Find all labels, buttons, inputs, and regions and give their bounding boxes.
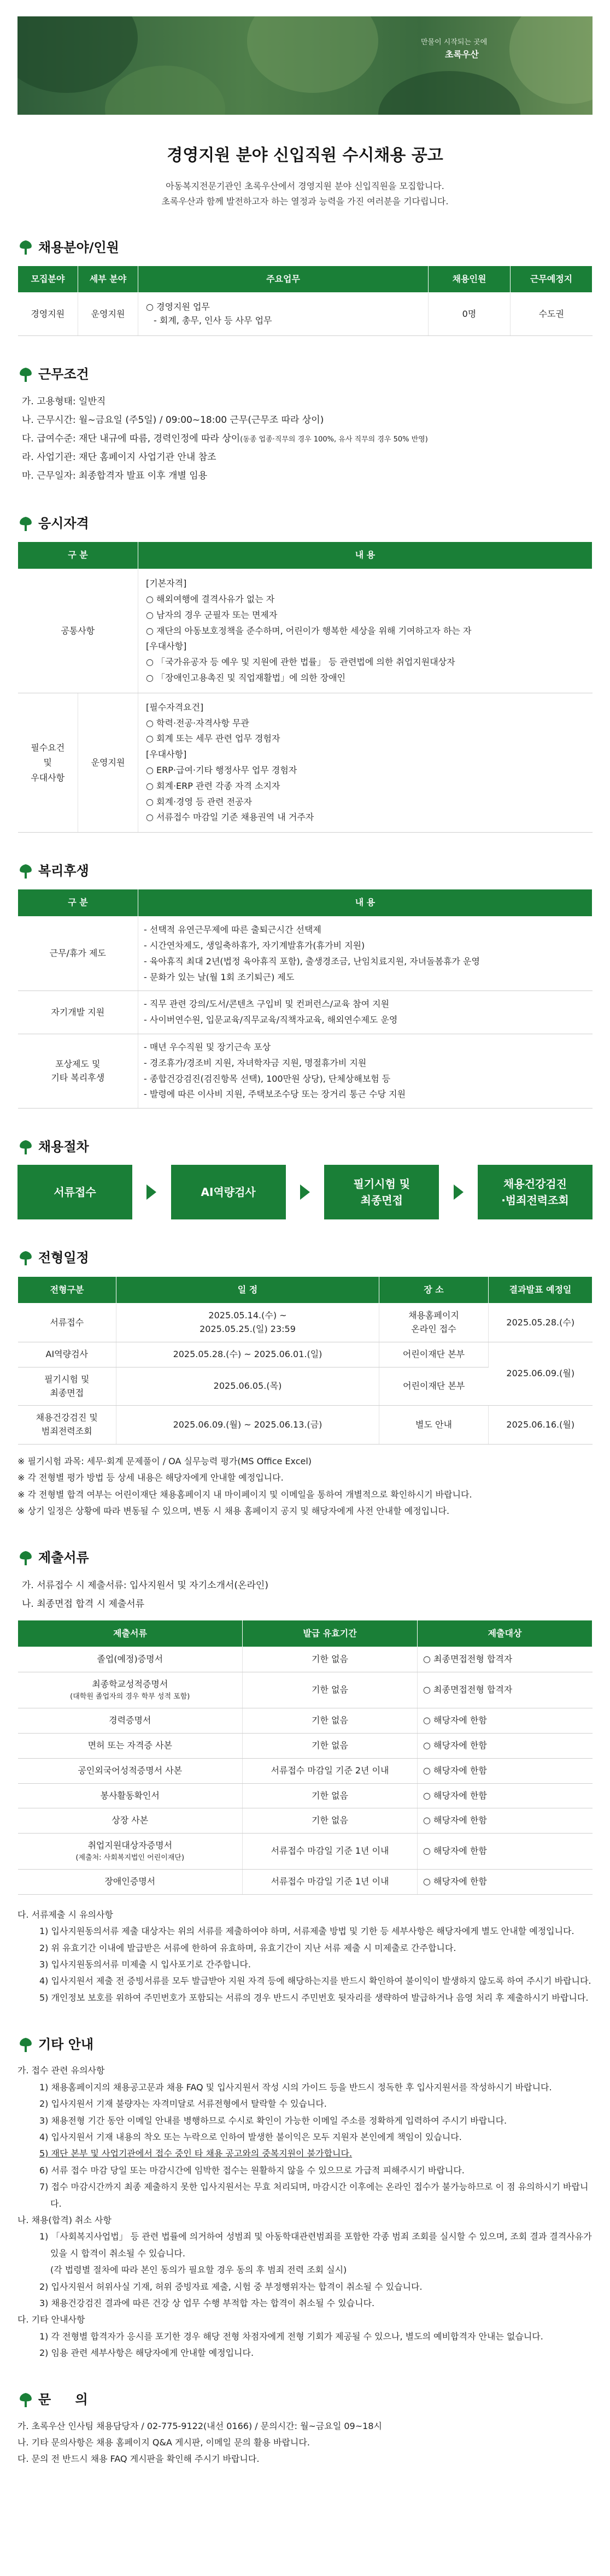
qual-line: ○ 회계·경영 등 관련 전공자 (146, 796, 252, 807)
list-item: 라. 사업기관: 재단 홈페이지 사업기관 안내 참조 (22, 452, 216, 463)
intro-line: 초록우산과 함께 발전하고자 하는 열정과 능력을 가진 여러분을 기다립니다. (161, 196, 449, 207)
note-line: ※ 각 전형별 합격 여부는 어린이재단 채용홈페이지 내 마이페이지 및 이메일을 통하여 개별적으로 확인하시기 바랍니다. (17, 1489, 472, 1500)
section-contact (17, 2390, 593, 2467)
process-step: 채용건강검진 ·범죄전력조회 (478, 1165, 593, 1219)
conditions-list (17, 392, 593, 485)
duty-line: - 회계, 총무, 인사 등 사무 업무 (154, 315, 272, 326)
qual-line: ○ 남자의 경우 군필자 또는 면제자 (146, 609, 278, 620)
doc-name: 장애인증명서 (104, 1876, 156, 1887)
tree-icon (17, 1139, 34, 1156)
section-title: 제출서류 (38, 1550, 89, 1566)
cell-result: 2025.05.28.(수) (489, 1304, 593, 1342)
qual-line: [우대사항] (146, 749, 187, 760)
table-row (18, 1870, 593, 1895)
tree-icon (17, 516, 34, 532)
arrow-right-icon (454, 1184, 464, 1200)
list-item: 5) 재단 본부 및 사업기관에서 접수 중인 타 채용 공고와의 중복지원이 불가합니다. (39, 2148, 353, 2159)
benefit-line: - 선택적 유연근무제에 따른 출퇴근시간 선택제 (144, 924, 321, 935)
list-item: 나. 근무시간: 월~금요일 (주5일) / 09:00~18:00 근무(근무조 따라 상이) (22, 415, 324, 426)
th-detail: 세부 분야 (78, 266, 138, 293)
cell-date: 2025.06.09.(월) ~ 2025.06.13.(금) (116, 1406, 379, 1445)
section-qualifications (17, 514, 593, 833)
doc-sub: (제출처: 사회복지법인 어린이재단) (75, 1853, 185, 1862)
etc-list (17, 2062, 593, 2361)
cell-benefit-label: 포상제도 및 기타 복리후생 (18, 1034, 138, 1108)
list-item: 다. 문의 전 반드시 채용 FAQ 게시판을 확인해 주시기 바랍니다. (17, 2454, 260, 2465)
qual-line: ○ ERP·급여·기타 행정사무 업무 경험자 (146, 765, 297, 776)
list-item: 1) 채용홈페이지의 채용공고문과 채용 FAQ 및 입사지원서 작성 시의 가이드 등을 반드시 정독한 후 입사지원서를 작성하시기 바랍니다. (39, 2082, 552, 2092)
cell-place: 어린이재단 본부 (379, 1367, 489, 1406)
doc-name: 졸업(예정)증명서 (97, 1654, 163, 1665)
cell-target: ○ 해당자에 한함 (418, 1733, 593, 1758)
cell-stage: AI역량검사 (18, 1342, 116, 1367)
qual-line: ○ 회계 또는 세무 관련 업무 경험자 (146, 733, 280, 744)
process-step: 서류접수 (17, 1165, 132, 1219)
tree-icon (17, 2392, 34, 2408)
schedule-table (17, 1276, 593, 1445)
cell-benefit-items (138, 917, 593, 991)
th-doc: 제출서류 (18, 1620, 243, 1647)
table-row (18, 1647, 593, 1672)
section-process (17, 1137, 593, 1219)
cell-date: 2025.06.05.(목) (116, 1367, 379, 1406)
qual-line: ○ 회계·ERP 관련 각종 자격 소지자 (146, 780, 280, 791)
benefit-line: - 육아휴직 최대 2년(법정 육아휴직 포함), 출생경조금, 난임치료지원, 자녀돌봄휴가 운영 (144, 956, 480, 966)
table-row (18, 569, 593, 693)
doc-name: 상장 사본 (112, 1815, 149, 1826)
tree-icon (17, 239, 34, 256)
intro-text (17, 179, 593, 209)
arrow-right-icon (146, 1184, 156, 1200)
section-heading (17, 1248, 593, 1268)
table-row (18, 1406, 593, 1445)
list-heading: 다. 서류제출 시 유의사항 (17, 1909, 113, 1920)
section-title: 전형일정 (38, 1250, 89, 1266)
list-item: 5) 개인정보 보호를 위하여 주민번호가 포함되는 서류의 경우 반드시 주민번호 뒷자리를 생략하여 발급하거나 음영 처리 후 제출하시기 바랍니다. (39, 1992, 589, 2003)
list-item: 1) 「사회복지사업법」 등 관련 법률에 의거하여 성범죄 및 아동학대관련범죄를 포함한 각종 범죄 조회를 실시할 수 있으며, 조회 결과 결격사유가 있을 시 합격이 취소될 수 있습니다. (39, 2231, 592, 2259)
qual-line: ○ 「국가유공자 등 예우 및 지원에 관한 법률」 등 관련법에 의한 취업지원대상자 (146, 657, 455, 668)
list-item: 1) 각 전형별 합격자가 응시를 포기한 경우 해당 전형 차점자에게 전형 기회가 제공될 수 있으나, 별도의 예비합격자 안내는 없습니다. (39, 2331, 543, 2342)
qual-table (17, 541, 593, 833)
qual-line: [필수자격요건] (146, 702, 204, 712)
process-step: 필기시험 및 최종면접 (324, 1165, 439, 1219)
list-heading: 가. 접수 관련 유의사항 (17, 2065, 105, 2076)
section-heading (17, 1548, 593, 1568)
list-item: 2) 임용 관련 세부사항은 해당자에게 안내할 예정입니다. (39, 2348, 254, 2359)
cell-target: ○ 해당자에 한함 (418, 1808, 593, 1834)
tree-icon (17, 367, 34, 383)
list-item: 2) 위 유효기간 이내에 발급받은 서류에 한하여 유효하며, 유효기간이 지난 서류 제출 시 미제출로 간주합니다. (39, 1942, 456, 1953)
documents-intro (17, 1576, 593, 1613)
qual-line: ○ 「장애인고용촉진 및 직업재활법」에 의한 장애인 (146, 673, 346, 683)
arrow-right-icon (300, 1184, 310, 1200)
cell-detail: 운영지원 (78, 293, 138, 336)
tree-icon (17, 863, 34, 880)
duty-line: ○ 경영지원 업무 (146, 302, 210, 313)
list-item: 가. 초록우산 인사팀 채용담당자 / 02-775-9122(내선 0166) / 문의시간: 월~금요일 09~18시 (17, 2420, 382, 2431)
section-title: 채용절차 (38, 1139, 89, 1155)
section-documents (17, 1548, 593, 2006)
cell-doc (18, 1834, 243, 1870)
benefit-line: - 경조휴가/경조비 지원, 자녀학자금 지원, 명절휴가비 지원 (144, 1057, 367, 1068)
banner-brand-logo: 초록우산 (445, 49, 479, 60)
tree-icon (17, 2037, 34, 2053)
note-line: ※ 각 전형별 평가 방법 등 상세 내용은 해당자에게 안내할 예정입니다. (17, 1472, 284, 1483)
list-item (22, 429, 593, 448)
list-item: 4) 입사지원서 기재 내용의 착오 또는 누락으로 인하여 발생한 불이익은 모두 지원자 본인에게 책임이 있습니다. (39, 2132, 462, 2142)
process-flow (17, 1165, 593, 1219)
th-place: 근무예정지 (511, 266, 593, 293)
section-schedule (17, 1248, 593, 1519)
cell-field: 경영지원 (18, 293, 78, 336)
cell-place: 어린이재단 본부 (379, 1342, 489, 1367)
list-item: 1) 입사지원동의서류 제출 대상자는 위의 서류를 제출하여야 하며, 서류제출 방법 및 기한 등 세부사항은 해당자에게 별도 안내할 예정입니다. (39, 1926, 574, 1937)
section-heading (17, 1137, 593, 1157)
cell-valid: 서류접수 마감일 기준 1년 이내 (243, 1834, 418, 1870)
th-content: 내 용 (138, 542, 593, 569)
cell-target: ○ 해당자에 한함 (418, 1870, 593, 1895)
list-item: 마. 근무일자: 최종합격자 발표 이후 개별 임용 (22, 470, 208, 482)
cell-benefit-items (138, 991, 593, 1034)
section-heading (17, 364, 593, 385)
note-line: ※ 필기시험 과목: 세무·회계 문제풀이 / OA 실무능력 평가(MS Office Excel) (17, 1455, 312, 1466)
doc-name: 취업지원대상자증명서 (87, 1840, 173, 1851)
table-row (18, 1783, 593, 1808)
th-category: 구 분 (18, 542, 138, 569)
contact-list (17, 2418, 593, 2468)
th-content: 내 용 (138, 889, 593, 917)
qual-line: [기본자격] (146, 578, 187, 589)
th-place: 장 소 (379, 1276, 489, 1304)
table-row (18, 1034, 593, 1108)
tree-icon (17, 1550, 34, 1566)
section-conditions (17, 364, 593, 485)
th-duty: 주요업무 (138, 266, 429, 293)
list-heading: 나. 채용(합격) 취소 사항 (17, 2214, 112, 2225)
note-line: ※ 상기 일정은 상황에 따라 변동될 수 있으며, 변동 시 채용 홈페이지 공지 및 해당자에게 사전 안내할 예정입니다. (17, 1506, 450, 1517)
list-item: 3) 채용건강검진 결과에 따른 건강 상 업무 수행 부적합 자는 합격이 취소될 수 있습니다. (39, 2297, 375, 2308)
cell-duty (138, 293, 429, 336)
section-heading (17, 514, 593, 534)
cell-target: ○ 해당자에 한함 (418, 1708, 593, 1734)
cell-valid: 서류접수 마감일 기준 2년 이내 (243, 1758, 418, 1783)
condition-small: (동종 업종·직무의 경우 100%, 유사 직무의 경우 50% 반영) (240, 435, 428, 444)
list-item: 나. 최종면접 합격 시 제출서류 (22, 1598, 145, 1610)
cell-date: 2025.05.14.(수) ~ 2025.05.25.(일) 23:59 (116, 1304, 379, 1342)
tree-icon (17, 1250, 34, 1266)
benefit-line: - 종합건강검진(검진항목 선택), 100만원 상당), 단체상해보험 등 (144, 1073, 391, 1084)
section-heading (17, 861, 593, 881)
list-item: 2) 입사지원서 허위사실 기재, 허위 증빙자료 제출, 시험 중 부정행위자는 합격이 취소될 수 있습니다. (39, 2281, 423, 2292)
cell-required (138, 693, 593, 832)
table-row (18, 1304, 593, 1342)
list-item: 나. 기타 문의사항은 채용 홈페이지 Q&A 게시판, 이메일 문의 활용 바랍니다. (17, 2437, 310, 2448)
banner-slogan: 만물이 시작되는 곳에 (421, 38, 488, 46)
documents-table (17, 1620, 593, 1895)
doc-sub: (대학원 졸업자의 경우 학부 성적 포함) (70, 1693, 190, 1701)
table-row (18, 1758, 593, 1783)
th-field: 모집분야 (18, 266, 78, 293)
cell-place: 별도 안내 (379, 1406, 489, 1445)
section-heading (17, 2390, 593, 2410)
benefit-table (17, 889, 593, 1109)
list-item: 가. 고용형태: 일반직 (22, 396, 106, 408)
cell-stage: 서류접수 (18, 1304, 116, 1342)
table-row (18, 1834, 593, 1870)
benefit-line: - 시간연차제도, 생일축하휴가, 자기계발휴가(휴가비 지원) (144, 940, 365, 951)
doc-name: 경력증명서 (109, 1715, 151, 1726)
th-valid: 발급 유효기간 (243, 1620, 418, 1647)
cell-result: 2025.06.16.(월) (489, 1406, 593, 1445)
cell-valid: 서류접수 마감일 기준 1년 이내 (243, 1870, 418, 1895)
cell-benefit-items (138, 1034, 593, 1108)
table-row (18, 1342, 593, 1367)
cell-valid: 기한 없음 (243, 1808, 418, 1834)
cell-benefit-label: 근무/휴가 제도 (18, 917, 138, 991)
cell-doc (18, 1808, 243, 1834)
list-heading: 다. 기타 안내사항 (17, 2314, 85, 2325)
section-etc (17, 2035, 593, 2361)
cell-doc (18, 1783, 243, 1808)
th-date: 일 정 (116, 1276, 379, 1304)
th-stage: 전형구분 (18, 1276, 116, 1304)
qual-line: ○ 서류접수 마감일 기준 채용권역 내 거주자 (146, 812, 314, 823)
cell-valid: 기한 없음 (243, 1708, 418, 1734)
list-item: 4) 입사지원서 제출 전 증빙서류를 모두 발급받아 지원 자격 등에 해당하는지를 반드시 확인하여 불이익이 발생하지 않도록 하여 주시기 바랍니다. (39, 1976, 591, 1986)
section-title: 근무조건 (38, 367, 89, 382)
cell-required-label: 필수요건 및 우대사항 (18, 693, 78, 832)
table-row (18, 991, 593, 1034)
list-item: 3) 입사지원동의서류 미제출 시 입사포기로 간주합니다. (39, 1959, 251, 1970)
cell-required-sub: 운영지원 (78, 693, 138, 832)
cell-stage: 필기시험 및 최종면접 (18, 1367, 116, 1406)
doc-name: 면허 또는 자격증 사본 (87, 1740, 172, 1750)
benefit-line: - 사이버연수원, 입문교육/직무교육/직책자교육, 해외연수제도 운영 (144, 1015, 398, 1025)
qual-line: [우대사항] (146, 641, 187, 652)
th-result: 결과발표 예정일 (489, 1276, 593, 1304)
cell-doc (18, 1758, 243, 1783)
list-item: 3) 채용전형 기간 동안 이메일 안내를 병행하므로 수시로 확인이 가능한 이메일 주소를 정확하게 입력하여 주시기 바랍니다. (39, 2115, 507, 2126)
doc-name: 봉사활동확인서 (100, 1790, 160, 1801)
qual-line: ○ 해외여행에 결격사유가 없는 자 (146, 594, 275, 605)
doc-name: 공인외국어성적증명서 사본 (78, 1765, 183, 1776)
doc-notes (17, 1907, 593, 2006)
cell-doc (18, 1672, 243, 1708)
cell-count: 0명 (429, 293, 511, 336)
qual-line: ○ 재단의 아동보호정책을 준수하며, 어린이가 행복한 세상을 위해 기여하고자 하는 자 (146, 625, 472, 636)
cell-target: ○ 해당자에 한함 (418, 1758, 593, 1783)
section-field (17, 238, 593, 337)
table-row (18, 1672, 593, 1708)
table-row (18, 693, 593, 832)
section-title: 문 의 (38, 2392, 98, 2408)
header-banner (17, 16, 593, 115)
th-target: 제출대상 (418, 1620, 593, 1647)
list-item: 7) 접수 마감시간까지 최종 제출하지 못한 입사지원서는 무효 처리되며, 마감시간 이후에는 온라인 접수가 불가능하므로 이 점 유의하시기 바랍니다. (39, 2182, 589, 2209)
cell-common-label: 공통사항 (18, 569, 138, 693)
benefit-line: - 매년 우수직원 및 장기근속 포상 (144, 1041, 271, 1052)
section-title: 기타 안내 (38, 2037, 94, 2053)
list-item: (각 법령별 절차에 따라 본인 동의가 필요할 경우 동의 후 범죄 전력 조회 실시) (50, 2265, 347, 2276)
cell-valid: 기한 없음 (243, 1672, 418, 1708)
section-title: 응시자격 (38, 516, 89, 532)
cell-doc (18, 1733, 243, 1758)
th-category: 구 분 (18, 889, 138, 917)
section-title: 채용분야/인원 (38, 239, 119, 255)
intro-line: 아동복지전문기관인 초록우산에서 경영지원 분야 신입직원을 모집합니다. (166, 180, 444, 191)
cell-doc (18, 1647, 243, 1672)
benefit-line: - 문화가 있는 날(월 1회 조기퇴근) 제도 (144, 971, 295, 982)
section-heading (17, 2035, 593, 2055)
cell-benefit-label: 자기개발 지원 (18, 991, 138, 1034)
cell-target: ○ 해당자에 한함 (418, 1834, 593, 1870)
doc-name: 최종학교성적증명서 (92, 1679, 168, 1690)
section-benefits (17, 861, 593, 1109)
section-title: 복리후생 (38, 863, 89, 879)
cell-place: 수도권 (511, 293, 593, 336)
table-row (18, 1808, 593, 1834)
cell-target: ○ 최종면접전형 합격자 (418, 1647, 593, 1672)
benefit-line: - 발령에 따른 이사비 지원, 주택보조수당 또는 장거리 통근 수당 지원 (144, 1089, 406, 1100)
list-item: 가. 서류접수 시 제출서류: 입사지원서 및 자기소개서(온라인) (22, 1579, 268, 1591)
list-item: 2) 입사지원서 기재 불량자는 자격미달로 서류전형에서 탈락할 수 있습니다. (39, 2098, 327, 2109)
cell-target: ○ 해당자에 한함 (418, 1783, 593, 1808)
table-row (18, 917, 593, 991)
cell-target: ○ 최종면접전형 합격자 (418, 1672, 593, 1708)
benefit-line: - 직무 관련 강의/도서/콘텐츠 구입비 및 컨퍼런스/교육 참여 지원 (144, 999, 390, 1010)
list-item: 6) 서류 접수 마감 당일 또는 마감시간에 임박한 접수는 원활하지 않을 수 있으므로 가급적 피해주시기 바랍니다. (39, 2165, 465, 2176)
table-row (18, 1708, 593, 1734)
schedule-notes (17, 1453, 593, 1520)
condition-text: 다. 급여수준: 재단 내규에 따름, 경력인정에 따라 상이 (22, 433, 241, 445)
field-table (17, 266, 593, 336)
cell-date: 2025.05.28.(수) ~ 2025.06.01.(일) (116, 1342, 379, 1367)
cell-common (138, 569, 593, 693)
table-row (18, 1733, 593, 1758)
table-row (18, 293, 593, 336)
cell-doc (18, 1870, 243, 1895)
cell-valid: 기한 없음 (243, 1647, 418, 1672)
cell-valid: 기한 없음 (243, 1783, 418, 1808)
section-heading (17, 238, 593, 258)
cell-place: 채용홈페이지 온라인 접수 (379, 1304, 489, 1342)
cell-result: 2025.06.09.(월) (489, 1342, 593, 1405)
process-step: AI역량검사 (171, 1165, 286, 1219)
cell-stage: 채용건강검진 및 범죄전력조회 (18, 1406, 116, 1445)
qual-line: ○ 학력·전공·자격사항 무관 (146, 717, 249, 728)
cell-doc (18, 1708, 243, 1734)
th-count: 채용인원 (429, 266, 511, 293)
cell-valid: 기한 없음 (243, 1733, 418, 1758)
page-title: 경영지원 분야 신입직원 수시채용 공고 (167, 146, 443, 165)
